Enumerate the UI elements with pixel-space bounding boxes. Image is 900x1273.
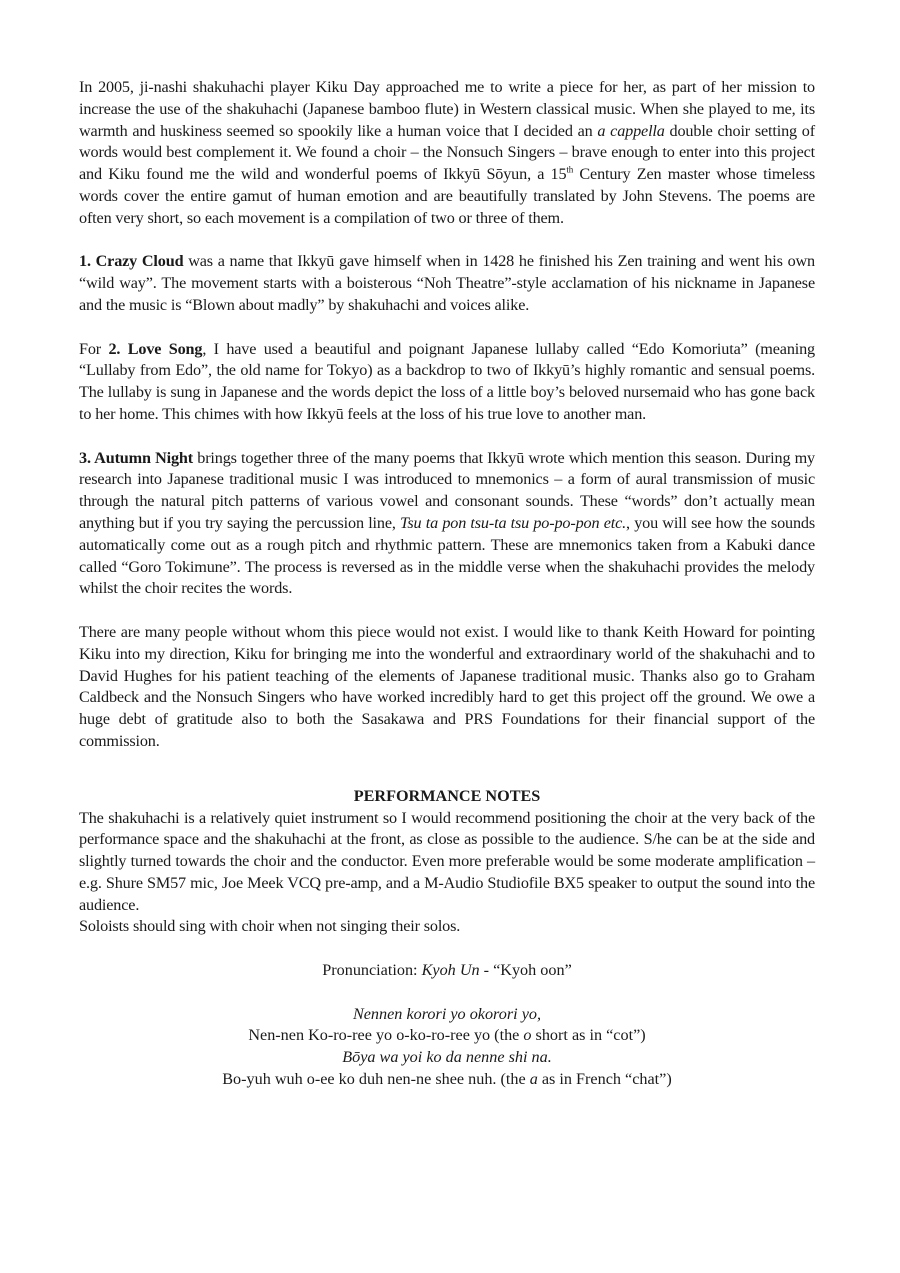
document-page [79, 77, 815, 1091]
movement-2-title: 2. Love Song [108, 339, 203, 358]
spacer [79, 600, 815, 622]
movement-3-paragraph [79, 448, 815, 601]
movement-1-text: was a name that Ikkyū gave himself when in 1428 he finished his Zen training and went his own “wild way”. The movement starts with a boisterous “Noh Theatre”-style acclamation of his nickname in Japanese and the music is “Blown about madly” by shakuhachi and voices alike. [79, 252, 816, 314]
spacer [79, 426, 815, 448]
lyric-pron-1a: Nen-nen Ko-ro-ree yo o-ko-ro-ree yo (the [248, 1026, 524, 1045]
intro-text-3: Century Zen master whose timeless words cover the entire gamut of human emotion and are beautifully translated by John Stevens. The poems are often very short, so each movement is a compilation of two or three of them. [79, 165, 815, 227]
movement-3-text-1: brings together three of the many poems that Ikkyū wrote which mention this season. During my research into Japanese traditional music I was introduced to mnemonics – a form of aural transmission of music through the natural pitch patterns of various vowel and consonant sounds. These “words” don’t actually mean anything but if you try saying the percussion line, [79, 448, 815, 532]
ordinal-superscript: th [566, 164, 574, 175]
movement-1-paragraph [79, 251, 815, 316]
lyric-pronunciation-2 [79, 1069, 815, 1091]
spacer [79, 753, 815, 786]
lyric-pron-1-italic: o [523, 1026, 532, 1045]
spacer [79, 317, 815, 339]
movement-2-prefix: For [79, 339, 109, 358]
movement-2-paragraph [79, 339, 815, 426]
percussion-line-italic: Tsu ta pon tsu-ta tsu po-po-pon etc. [400, 513, 627, 532]
intro-text-1: In 2005, ji-nashi shakuhachi player Kiku Day approached me to write a piece for her, as part of her mission to increase the use of the shakuhachi (Japanese bamboo flute) in Western classical music. When she played to me, its warmth and huskiness seemed so spookily like a human voice that I decided an [79, 78, 815, 140]
pronunciation-term: Kyoh Un [421, 961, 480, 980]
soloists-note: Soloists should sing with choir when not singing their solos. [79, 917, 461, 936]
lyric-line-1 [79, 1004, 815, 1026]
thanks-paragraph: There are many people without whom this piece would not exist. I would like to thank Keith Howard for pointing Kiku into my direction, Kiku for bringing me into the wonderful and extraordinary world of the shakuhachi and to David Hughes for his patient teaching of the elements of Japanese traditional music. Thanks also go to Graham Caldbeck and the Nonsuch Singers who have worked incredibly hard to get this project off the ground. We owe a huge debt of gratitude also to both the Sasakawa and PRS Foundations for their financial support of the commission. [79, 622, 815, 750]
lyric-line-2 [79, 1047, 815, 1069]
a-cappella-italic: a cappella [597, 121, 665, 140]
performance-notes-text: The shakuhachi is a relatively quiet instrument so I would recommend positioning the choir at the very back of the performance space and the shakuhachi at the front, as close as possible to the audience. S/he can be at the side and slightly turned towards the choir and the conductor. Even more preferable would be some moderate amplification – e.g. Shure SM57 mic, Joe Meek VCQ pre-amp, and a M-Audio Studiofile BX5 speaker to output the sound into the audience. [79, 808, 815, 914]
movement-2-text: , I have used a beautiful and poignant Japanese lullaby called “Edo Komoriuta” (meaning “Lullaby from Edo”, the old name for Tokyo) as a backdrop to two of Ikkyū’s highly romantic and sensual poems. The lullaby is sung in Japanese and the words depict the loss of a little boy’s beloved nursemaid who has gone back to her home. This chimes with how Ikkyū feels at the loss of his true love to another man. [79, 339, 815, 423]
pronunciation-guide: - “Kyoh oon” [479, 961, 572, 980]
lyric-pron-2a: Bo-yuh wuh o-ee ko duh nen-ne shee nuh. (the [222, 1070, 530, 1089]
spacer [79, 230, 815, 252]
movement-1-title: 1. Crazy Cloud [79, 252, 184, 271]
pronunciation-label: Pronunciation: [322, 961, 422, 980]
lyric-pron-2-italic: a [529, 1070, 538, 1089]
lyric-pron-2b: as in French “chat”) [537, 1070, 672, 1089]
spacer [79, 982, 815, 1004]
spacer [79, 938, 815, 960]
movement-3-text-2: , you will see how the sounds automatically come out as a rough pitch and rhythmic pattern. These are mnemonics taken from a Kabuki dance called “Goro Tokimune”. The process is reversed as in the middle verse when the shakuhachi provides the melody whilst the choir recites the words. [79, 513, 815, 598]
intro-paragraph [79, 77, 815, 230]
lyric-pronunciation-1 [79, 1025, 815, 1047]
movement-3-title: 3. Autumn Night [79, 448, 194, 467]
performance-notes-heading: PERFORMANCE NOTES [353, 786, 541, 805]
lyric-japanese-2: Bōya wa yoi ko da nenne shi na. [342, 1048, 552, 1067]
pronunciation-line [79, 960, 815, 982]
lyric-japanese-1: Nennen korori yo okorori yo, [352, 1004, 542, 1023]
lyric-pron-1b: short as in “cot”) [531, 1026, 646, 1045]
intro-text-2: double choir setting of words would best complement it. We found a choir – the Nonsuch Singers – brave enough to enter into this project and Kiku found me the wild and wonderful poems of Ikkyū Sōyun, a 15 [79, 121, 815, 184]
